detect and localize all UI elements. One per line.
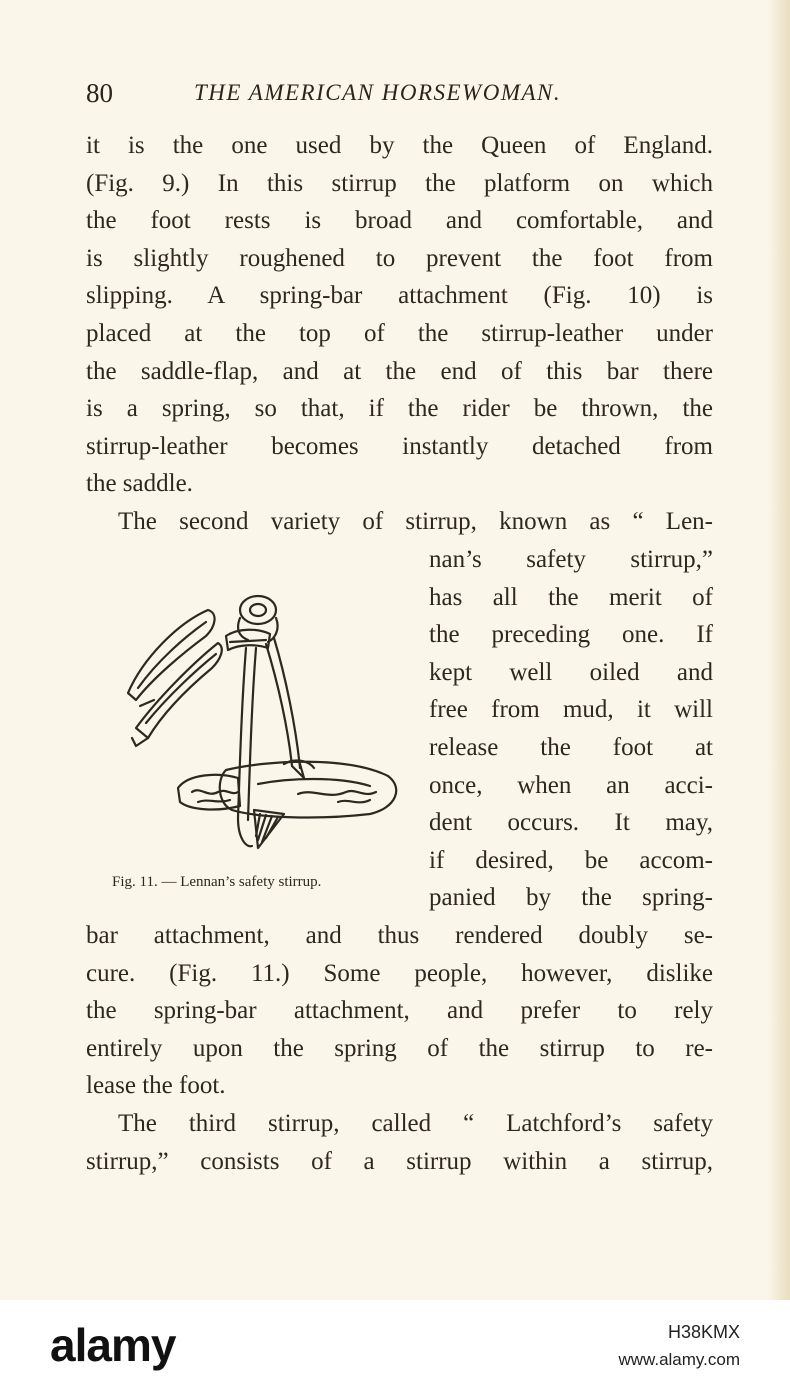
text-line: slipping. A spring-bar attachment (Fig. 10) is [86, 282, 713, 310]
running-title: THE AMERICAN HORSEWOMAN. [194, 80, 562, 105]
image-id: H38KMX [667, 1322, 740, 1342]
text-line: nan’s safety stirrup,” [429, 546, 713, 573]
paragraph-2-first [86, 503, 713, 541]
alamy-logo: alamy [50, 1319, 176, 1371]
text-line: The third stirrup, called “ Latchford’s safety [118, 1110, 713, 1137]
page-edge-shadow [768, 0, 790, 1300]
text-line: cure. (Fig. 11.) Some people, however, dislike [86, 959, 713, 987]
text-line: bar attachment, and thus rendered doubly se- [86, 922, 713, 949]
text-line: (Fig. 9.) In this stirrup the platform on which [86, 169, 713, 197]
text-line: is slightly roughened to prevent the foot from [86, 244, 713, 272]
text-line: is a spring, so that, if the rider be thrown, the [86, 395, 713, 423]
paragraph-1 [86, 127, 713, 503]
text-line: release the foot at [429, 733, 713, 761]
paragraph-3 [86, 1105, 713, 1180]
text-line: the saddle. [86, 470, 193, 498]
paragraph-2-rest [86, 917, 713, 1105]
paragraph-2-wrap-column [429, 541, 713, 917]
text-line: entirely upon the spring of the stirrup to re- [86, 1034, 713, 1062]
text-line: panied by the spring- [429, 884, 713, 912]
text-line: the saddle-flap, and at the end of this bar there [86, 357, 713, 385]
text-line: the preceding one. If [429, 621, 713, 649]
text-line: it is the one used by the Queen of England. [86, 132, 713, 159]
page-number: 80 [86, 78, 113, 108]
text-line: placed at the top of the stirrup-leather under [86, 319, 713, 347]
text-line: kept well oiled and [429, 658, 713, 686]
text-line: if desired, be accom- [429, 846, 713, 874]
text-line: dent occurs. It may, [429, 809, 713, 837]
text-line: free from mud, it will [429, 696, 713, 724]
text-line: lease the foot. [86, 1072, 226, 1100]
text-line: stirrup,” consists of a stirrup within a stirrup, [86, 1147, 713, 1175]
watermark-url: www.alamy.com [618, 1350, 740, 1369]
text-line: The second variety of stirrup, known as “ Len- [118, 508, 713, 535]
text-line: once, when an acci- [429, 771, 713, 799]
figure-caption: Fig. 11. — Lennan’s safety stirrup. [112, 874, 322, 890]
stirrup-illustration [108, 588, 408, 868]
text-line: the spring-bar attachment, and prefer to rely [86, 997, 713, 1025]
text-line: stirrup-leather becomes instantly detached from [86, 432, 713, 460]
page-header [86, 78, 716, 114]
text-line: has all the merit of [429, 583, 713, 611]
text-line: the foot rests is broad and comfortable, and [86, 207, 713, 235]
